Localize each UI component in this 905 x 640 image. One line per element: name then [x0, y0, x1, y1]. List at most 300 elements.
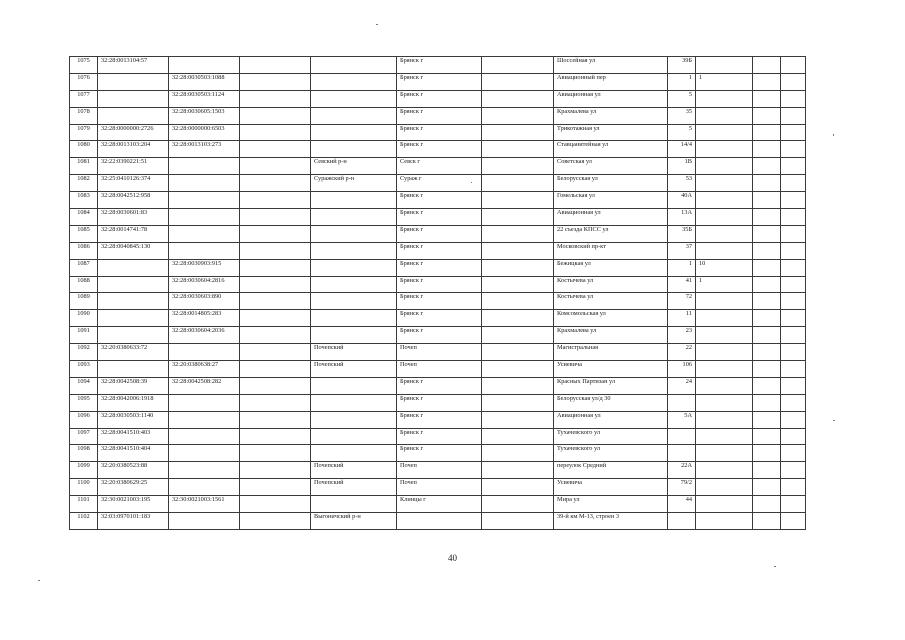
building-cell [696, 394, 753, 411]
cadastral-number-3-cell [240, 57, 311, 74]
building-cell [696, 90, 753, 107]
city-cell: Брянск г [397, 377, 482, 394]
row-number-cell: 1102 [70, 513, 98, 530]
table-row [70, 192, 806, 209]
district-cell: Почепский [311, 479, 397, 496]
table-row [70, 462, 806, 479]
cadastral-number-3-cell [240, 344, 311, 361]
apartment-cell [753, 209, 781, 226]
page-number: 40 [448, 553, 457, 563]
street-cell: Советская ул [554, 158, 668, 175]
table-row [70, 259, 806, 276]
district-cell [311, 209, 397, 226]
house-number-cell: 11 [668, 310, 696, 327]
row-number-cell: 1084 [70, 209, 98, 226]
city-cell [397, 513, 482, 530]
cadastral-number-cell: 32:20:0380633:72 [98, 344, 169, 361]
building-cell [696, 513, 753, 530]
table-row [70, 107, 806, 124]
note-cell [781, 124, 806, 141]
apartment-cell [753, 293, 781, 310]
building-cell [696, 124, 753, 141]
street-cell: Комсомольская ул [554, 310, 668, 327]
cadastral-number-2-cell: 32:28:0030903:915 [169, 259, 240, 276]
table-row [70, 445, 806, 462]
apartment-cell [753, 107, 781, 124]
cadastral-number-2-cell [169, 344, 240, 361]
note-cell [781, 90, 806, 107]
row-number-cell: 1100 [70, 479, 98, 496]
cadastral-number-3-cell [240, 327, 311, 344]
cadastral-number-2-cell: 32:28:0000000:6503 [169, 124, 240, 141]
table-row [70, 428, 806, 445]
district-cell [311, 428, 397, 445]
house-number-cell: 5 [668, 124, 696, 141]
cadastral-number-2-cell [169, 225, 240, 242]
district-cell [311, 141, 397, 158]
scan-speck [833, 134, 834, 136]
city-cell: Брянск г [397, 73, 482, 90]
cadastral-number-3-cell [240, 293, 311, 310]
house-number-cell: 22А [668, 462, 696, 479]
cadastral-number-2-cell [169, 192, 240, 209]
settlement-cell [482, 259, 554, 276]
cadastral-number-3-cell [240, 107, 311, 124]
city-cell: Брянск г [397, 209, 482, 226]
cadastral-number-2-cell [169, 175, 240, 192]
apartment-cell [753, 276, 781, 293]
building-cell: 1 [696, 73, 753, 90]
city-cell: Брянск г [397, 242, 482, 259]
note-cell [781, 209, 806, 226]
district-cell: Суражский р-н [311, 175, 397, 192]
house-number-cell: 37 [668, 242, 696, 259]
cadastral-number-cell: 32:28:0040845:130 [98, 242, 169, 259]
row-number-cell: 1086 [70, 242, 98, 259]
row-number-cell: 1094 [70, 377, 98, 394]
street-cell: Авиационный пер [554, 73, 668, 90]
district-cell [311, 107, 397, 124]
building-cell [696, 242, 753, 259]
district-cell [311, 310, 397, 327]
apartment-cell [753, 141, 781, 158]
row-number-cell: 1101 [70, 496, 98, 513]
house-number-cell: 5А [668, 411, 696, 428]
city-cell: Брянск г [397, 293, 482, 310]
settlement-cell [482, 411, 554, 428]
city-cell: Брянск г [397, 428, 482, 445]
cadastral-number-cell [98, 90, 169, 107]
note-cell [781, 479, 806, 496]
district-cell: Севский р-н [311, 158, 397, 175]
house-number-cell: 79/2 [668, 479, 696, 496]
row-number-cell: 1080 [70, 141, 98, 158]
note-cell [781, 496, 806, 513]
city-cell: Почеп [397, 462, 482, 479]
house-number-cell: 22 [668, 344, 696, 361]
row-number-cell: 1077 [70, 90, 98, 107]
row-number-cell: 1075 [70, 57, 98, 74]
scan-speck [471, 182, 472, 183]
building-cell [696, 310, 753, 327]
cadastral-number-2-cell: 32:30:0021003:1561 [169, 496, 240, 513]
apartment-cell [753, 496, 781, 513]
street-cell: Московский пр-кт [554, 242, 668, 259]
table-row [70, 344, 806, 361]
building-cell [696, 158, 753, 175]
cadastral-number-3-cell [240, 73, 311, 90]
city-cell: Брянск г [397, 90, 482, 107]
city-cell: Брянск г [397, 192, 482, 209]
apartment-cell [753, 259, 781, 276]
cadastral-number-2-cell [169, 57, 240, 74]
cadastral-number-3-cell [240, 394, 311, 411]
table-row [70, 276, 806, 293]
cadastral-number-3-cell [240, 310, 311, 327]
house-number-cell [668, 428, 696, 445]
scan-speck [833, 420, 835, 421]
street-cell: Шоссейная ул [554, 57, 668, 74]
table-row [70, 361, 806, 378]
table-row [70, 242, 806, 259]
street-cell: Усиевича [554, 361, 668, 378]
settlement-cell [482, 276, 554, 293]
table-row [70, 377, 806, 394]
district-cell: Почепский [311, 361, 397, 378]
property-register-table [69, 56, 806, 530]
cadastral-number-3-cell [240, 513, 311, 530]
cadastral-number-cell: 32:28:0030503:1140 [98, 411, 169, 428]
note-cell [781, 513, 806, 530]
table-row [70, 141, 806, 158]
cadastral-number-3-cell [240, 209, 311, 226]
apartment-cell [753, 344, 781, 361]
cadastral-number-3-cell [240, 175, 311, 192]
row-number-cell: 1096 [70, 411, 98, 428]
note-cell [781, 73, 806, 90]
row-number-cell: 1099 [70, 462, 98, 479]
settlement-cell [482, 394, 554, 411]
street-cell: Ставцанитейная ул [554, 141, 668, 158]
settlement-cell [482, 428, 554, 445]
table-row [70, 411, 806, 428]
note-cell [781, 158, 806, 175]
house-number-cell [668, 445, 696, 462]
building-cell [696, 428, 753, 445]
city-cell: Брянск г [397, 276, 482, 293]
cadastral-number-3-cell [240, 141, 311, 158]
street-cell: Трикотажная ул [554, 124, 668, 141]
note-cell [781, 175, 806, 192]
cadastral-number-3-cell [240, 124, 311, 141]
cadastral-number-cell [98, 259, 169, 276]
cadastral-number-cell: 32:03:0970101:183 [98, 513, 169, 530]
cadastral-number-cell: 32:30:0021003:195 [98, 496, 169, 513]
district-cell [311, 73, 397, 90]
building-cell [696, 411, 753, 428]
settlement-cell [482, 513, 554, 530]
street-cell: Крахмалева ул [554, 107, 668, 124]
cadastral-number-cell: 32:28:0042512:958 [98, 192, 169, 209]
house-number-cell: 23 [668, 327, 696, 344]
cadastral-number-2-cell [169, 158, 240, 175]
district-cell: Выгоничский р-н [311, 513, 397, 530]
street-cell: Мира ул [554, 496, 668, 513]
cadastral-number-2-cell: 32:28:0014805:283 [169, 310, 240, 327]
house-number-cell: 1 [668, 73, 696, 90]
row-number-cell: 1085 [70, 225, 98, 242]
building-cell [696, 209, 753, 226]
note-cell [781, 225, 806, 242]
cadastral-number-cell [98, 361, 169, 378]
district-cell [311, 293, 397, 310]
cadastral-number-cell [98, 327, 169, 344]
cadastral-number-2-cell: 32:28:0030604:2036 [169, 327, 240, 344]
city-cell: Сураж г [397, 175, 482, 192]
apartment-cell [753, 57, 781, 74]
row-number-cell: 1093 [70, 361, 98, 378]
cadastral-number-2-cell [169, 462, 240, 479]
note-cell [781, 310, 806, 327]
scan-speck [376, 24, 378, 25]
city-cell: Брянск г [397, 57, 482, 74]
settlement-cell [482, 496, 554, 513]
settlement-cell [482, 462, 554, 479]
house-number-cell: 53 [668, 175, 696, 192]
district-cell [311, 192, 397, 209]
building-cell [696, 344, 753, 361]
cadastral-number-2-cell: 32:28:0013103:273 [169, 141, 240, 158]
city-cell: Почеп [397, 361, 482, 378]
cadastral-number-2-cell: 32:28:0030603:890 [169, 293, 240, 310]
house-number-cell: 72 [668, 293, 696, 310]
row-number-cell: 1095 [70, 394, 98, 411]
note-cell [781, 327, 806, 344]
cadastral-number-3-cell [240, 158, 311, 175]
apartment-cell [753, 327, 781, 344]
street-cell: Костычева ул [554, 293, 668, 310]
settlement-cell [482, 445, 554, 462]
district-cell [311, 377, 397, 394]
cadastral-number-cell [98, 310, 169, 327]
district-cell [311, 276, 397, 293]
building-cell [696, 496, 753, 513]
cadastral-number-2-cell [169, 209, 240, 226]
row-number-cell: 1090 [70, 310, 98, 327]
cadastral-number-2-cell [169, 445, 240, 462]
apartment-cell [753, 411, 781, 428]
building-cell [696, 141, 753, 158]
cadastral-number-2-cell [169, 428, 240, 445]
cadastral-number-3-cell [240, 242, 311, 259]
apartment-cell [753, 90, 781, 107]
note-cell [781, 411, 806, 428]
cadastral-number-2-cell [169, 394, 240, 411]
apartment-cell [753, 361, 781, 378]
district-cell [311, 445, 397, 462]
note-cell [781, 293, 806, 310]
cadastral-number-2-cell: 32:28:0042508:282 [169, 377, 240, 394]
note-cell [781, 192, 806, 209]
table-body [70, 57, 806, 530]
table-row [70, 293, 806, 310]
street-cell: Авиационная ул [554, 411, 668, 428]
cadastral-number-cell: 32:20:0380523:88 [98, 462, 169, 479]
city-cell: Брянск г [397, 310, 482, 327]
cadastral-number-3-cell [240, 377, 311, 394]
table-row [70, 310, 806, 327]
apartment-cell [753, 310, 781, 327]
cadastral-number-3-cell [240, 428, 311, 445]
apartment-cell [753, 462, 781, 479]
cadastral-number-3-cell [240, 479, 311, 496]
table-row [70, 225, 806, 242]
note-cell [781, 445, 806, 462]
note-cell [781, 462, 806, 479]
building-cell [696, 293, 753, 310]
cadastral-number-2-cell [169, 513, 240, 530]
building-cell [696, 107, 753, 124]
city-cell: Почеп [397, 479, 482, 496]
note-cell [781, 428, 806, 445]
settlement-cell [482, 192, 554, 209]
table-row [70, 90, 806, 107]
settlement-cell [482, 479, 554, 496]
street-cell: Усиевича [554, 479, 668, 496]
note-cell [781, 377, 806, 394]
settlement-cell [482, 361, 554, 378]
cadastral-number-cell [98, 293, 169, 310]
apartment-cell [753, 192, 781, 209]
cadastral-number-3-cell [240, 90, 311, 107]
district-cell: Почепский [311, 344, 397, 361]
city-cell: Брянск г [397, 141, 482, 158]
district-cell [311, 327, 397, 344]
settlement-cell [482, 209, 554, 226]
apartment-cell [753, 394, 781, 411]
apartment-cell [753, 225, 781, 242]
cadastral-number-cell [98, 73, 169, 90]
table-row [70, 209, 806, 226]
settlement-cell [482, 158, 554, 175]
building-cell [696, 175, 753, 192]
cadastral-number-cell [98, 107, 169, 124]
street-cell: Авиационная ул [554, 209, 668, 226]
cadastral-number-cell: 32:28:0013104:57 [98, 57, 169, 74]
building-cell [696, 361, 753, 378]
house-number-cell: 14/4 [668, 141, 696, 158]
city-cell: Брянск г [397, 327, 482, 344]
city-cell: Брянск г [397, 124, 482, 141]
street-cell: Авиационная ул [554, 90, 668, 107]
scan-speck [774, 566, 776, 567]
cadastral-number-cell: 32:25:0410126:374 [98, 175, 169, 192]
cadastral-number-cell: 32:22:0390221:51 [98, 158, 169, 175]
building-cell: 10 [696, 259, 753, 276]
row-number-cell: 1092 [70, 344, 98, 361]
city-cell: Клинцы г [397, 496, 482, 513]
table-row [70, 175, 806, 192]
settlement-cell [482, 57, 554, 74]
settlement-cell [482, 107, 554, 124]
settlement-cell [482, 225, 554, 242]
building-cell [696, 192, 753, 209]
note-cell [781, 276, 806, 293]
street-cell: Гомельская ул [554, 192, 668, 209]
cadastral-number-2-cell: 32:28:0030604:2816 [169, 276, 240, 293]
building-cell [696, 225, 753, 242]
house-number-cell: 13А [668, 209, 696, 226]
city-cell: Брянск г [397, 394, 482, 411]
house-number-cell: 40А [668, 192, 696, 209]
cadastral-number-cell [98, 276, 169, 293]
cadastral-number-2-cell [169, 242, 240, 259]
note-cell [781, 141, 806, 158]
note-cell [781, 344, 806, 361]
row-number-cell: 1097 [70, 428, 98, 445]
street-cell: Тухачевского ул [554, 428, 668, 445]
street-cell: Магистральная [554, 344, 668, 361]
district-cell [311, 57, 397, 74]
note-cell [781, 259, 806, 276]
settlement-cell [482, 310, 554, 327]
house-number-cell: 1В [668, 158, 696, 175]
district-cell [311, 496, 397, 513]
house-number-cell: 35Б [668, 225, 696, 242]
building-cell [696, 377, 753, 394]
city-cell: Брянск г [397, 107, 482, 124]
cadastral-number-cell: 32:28:0000000:2726 [98, 124, 169, 141]
building-cell [696, 445, 753, 462]
row-number-cell: 1087 [70, 259, 98, 276]
cadastral-number-cell: 32:28:0041510:403 [98, 428, 169, 445]
street-cell: Белорусская ул [554, 175, 668, 192]
table-row [70, 479, 806, 496]
apartment-cell [753, 445, 781, 462]
row-number-cell: 1081 [70, 158, 98, 175]
note-cell [781, 394, 806, 411]
district-cell [311, 90, 397, 107]
settlement-cell [482, 175, 554, 192]
house-number-cell: 41 [668, 276, 696, 293]
district-cell [311, 225, 397, 242]
row-number-cell: 1082 [70, 175, 98, 192]
city-cell: Брянск г [397, 225, 482, 242]
row-number-cell: 1078 [70, 107, 98, 124]
city-cell: Брянск г [397, 411, 482, 428]
scan-speck [38, 580, 40, 581]
building-cell [696, 57, 753, 74]
table-row [70, 57, 806, 74]
apartment-cell [753, 124, 781, 141]
cadastral-number-cell: 32:28:0013103:204 [98, 141, 169, 158]
street-cell: Красных Партизан ул [554, 377, 668, 394]
note-cell [781, 107, 806, 124]
row-number-cell: 1089 [70, 293, 98, 310]
house-number-cell [668, 394, 696, 411]
house-number-cell: 39Б [668, 57, 696, 74]
note-cell [781, 242, 806, 259]
street-cell: Крахмалева ул [554, 327, 668, 344]
building-cell: 1 [696, 276, 753, 293]
city-cell: Брянск г [397, 259, 482, 276]
row-number-cell: 1083 [70, 192, 98, 209]
cadastral-number-3-cell [240, 361, 311, 378]
table-row [70, 394, 806, 411]
district-cell [311, 259, 397, 276]
street-cell: Бежицкая ул [554, 259, 668, 276]
apartment-cell [753, 479, 781, 496]
